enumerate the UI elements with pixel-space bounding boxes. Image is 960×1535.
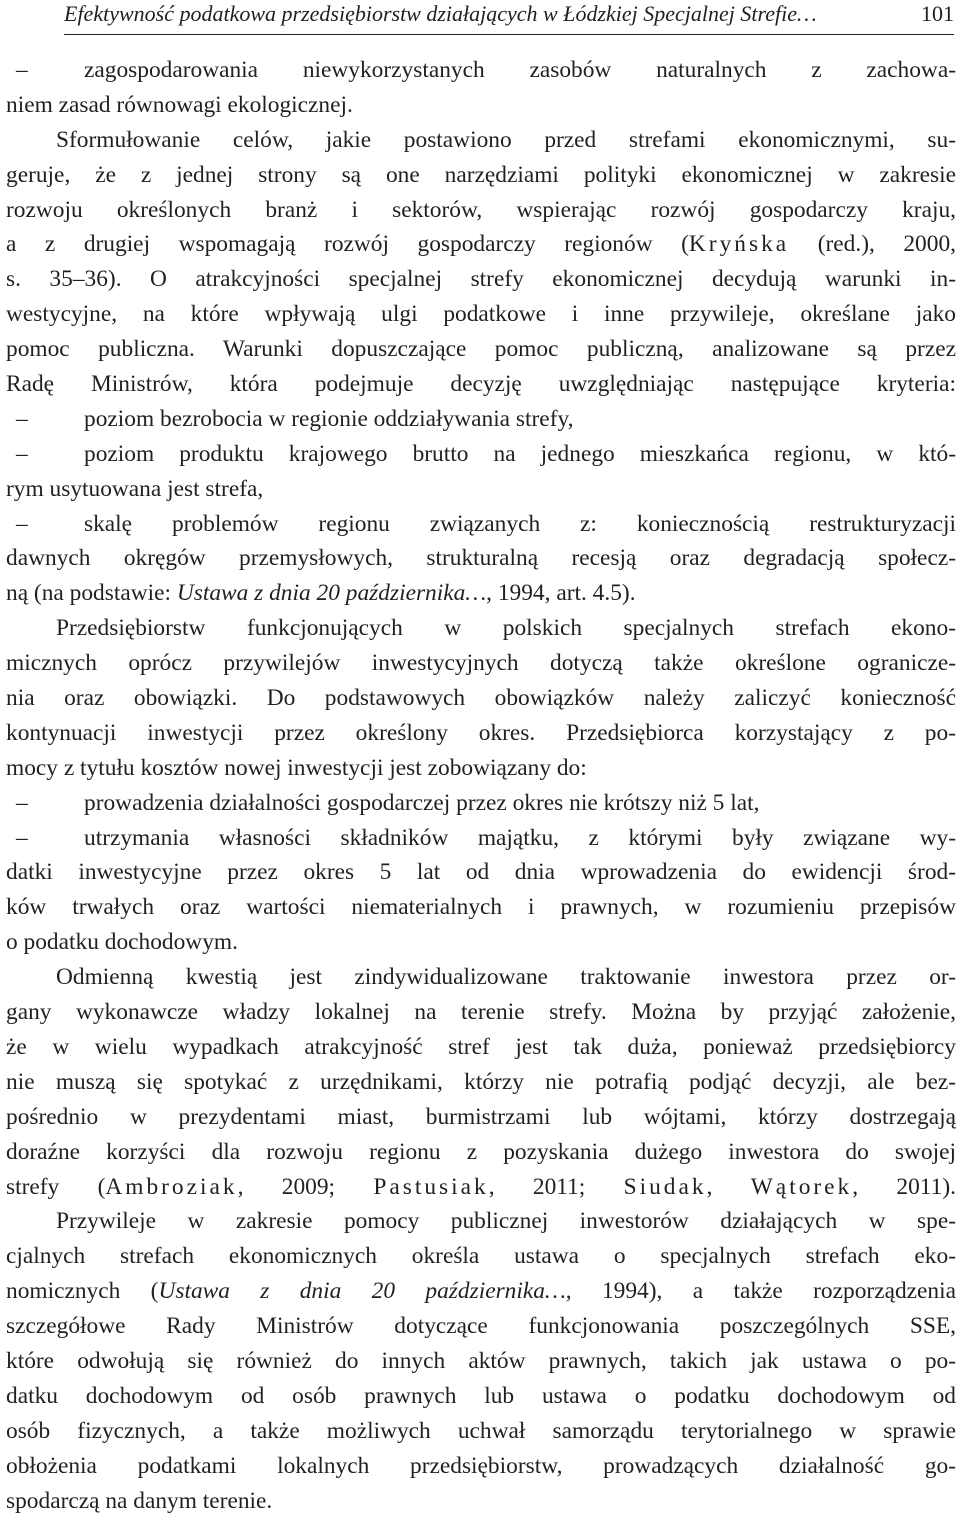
text-run: , 2011). [852,1173,956,1200]
text-run: , 2011; [488,1173,624,1200]
text-line: datki inwestycyjne przez okres 5 lat od dnia wprowadzenia do ewidencji środ- [6,859,956,886]
text-line: Przedsiębiorstw funkcjonujących w polskich specjalnych strefach ekono- [56,615,956,642]
text-line: pośrednio w prezydentami miast, burmistrzami lub wójtami, którzy dostrzegają [6,1103,956,1130]
text-line: osób fizycznych, a także możliwych uchwał samorządu terytorialnego w sprawie [6,1417,956,1444]
text-line: Odmienną kwestią jest zindywidualizowane traktowanie inwestora przez or- [56,964,956,991]
text-line: mocy z tytułu kosztów nowej inwestycji jest zobowiązany do: [6,754,587,781]
text-line: Sformułowanie celów, jakie postawiono przed strefami ekonomicznymi, su- [56,126,956,153]
page-number: 101 [921,1,954,26]
text-line: rozwoju określonych branż i sektorów, wspierając rozwój gospodarczy kraju, [6,196,956,223]
text-run: ną (na podstawie: [6,580,177,607]
text-line: o podatku dochodowym. [6,929,238,956]
legal-act-citation: Ustawa z dnia 20 października… [176,580,487,607]
text-line: westycyjne, na które wpływają ulgi podatkowe i inne przywileje, określane jako [6,301,956,328]
text-line: nia oraz obowiązki. Do podstawowych obowiązków należy zaliczyć konieczność [6,685,956,712]
text-line: szczegółowe Rady Ministrów dotyczące funkcjonowania poszczególnych SSE, [6,1313,956,1340]
running-header-title: Efektywność podatkowa przedsiębiorstw działających w Łódzkiej Specjalnej Strefie… [64,1,817,26]
author-name: Wątorek [750,1173,853,1200]
running-header [64,0,954,35]
text-line: doraźne korzyści dla rozwoju regionu z pozyskania dużego inwestora do swojej [6,1138,956,1165]
text-line: – zagospodarowania niewykorzystanych zasobów naturalnych z zachowa- [6,53,956,88]
text-line: ków trwałych oraz wartości niematerialnych i prawnych, w rozumieniu przepisów [6,894,956,921]
text-line: pomoc publiczna. Warunki dopuszczające pomoc publiczną, analizowane są przez [6,336,956,363]
text-line: Przywileje w zakresie pomocy publicznej inwestorów działających w spe- [56,1208,956,1235]
text-run: , 2009; [237,1173,374,1200]
text-line: dawnych okręgów przemysłowych, strukturalną recesją oraz degradacją społecz- [6,545,956,572]
text-line: – poziom produktu krajowego brutto na jednego mieszkańca regionu, w któ- [6,437,956,472]
text-line: Radę Ministrów, która podejmuje decyzję uwzględniając następujące kryteria: [6,371,956,398]
text-line [6,1170,956,1205]
text-line: które odwołują się również do innych aktów prawnych, takich jak ustawa o po- [6,1347,956,1374]
text-run: a z drugiej wspomagają rozwój gospodarczy regionów ( [6,231,689,258]
author-name: Pastusiak [373,1173,489,1200]
text-line: niem zasad równowagi ekologicznej. [6,91,353,118]
author-name: Kryńska [688,231,790,258]
text-line [6,576,956,611]
text-line: – poziom bezrobocia w regionie oddziaływania strefy, [6,402,956,437]
text-line: że w wielu wypadkach atrakcyjność stref jest tak duża, ponieważ przedsiębiorcy [6,1033,956,1060]
text-run: , [706,1173,751,1200]
text-run: strefy ( [6,1173,106,1200]
text-run: , 1994), a także rozporządzenia [565,1278,956,1305]
text-run: (red.), 2000, [789,231,956,258]
text-line: geruje, że z jednej strony są one narzędziami polityki ekonomicznej w zakresie [6,161,956,188]
text-line: – skalę problemów regionu związanych z: koniecznością restrukturyzacji [6,507,956,542]
text-line: rym usytuowana jest strefa, [6,475,264,502]
text-line: obłożenia podatkami lokalnych przedsiębiorstw, prowadzących działalność go- [6,1452,956,1479]
text-run: nomicznych ( [6,1278,159,1305]
text-line: nie muszą się spotykać z urzędnikami, którzy nie potrafią podjąć decyzji, ale bez- [6,1068,956,1095]
text-line: datku dochodowym od osób prawnych lub ustawa o podatku dochodowym od [6,1382,956,1409]
author-name: Ambroziak [105,1173,238,1200]
body-text [6,53,956,1518]
author-name: Siudak [623,1173,707,1200]
text-run: , 1994, art. 4.5). [486,580,636,607]
text-line: cjalnych strefach ekonomicznych określa ustawa o specjalnych strefach eko- [6,1243,956,1270]
text-line [6,227,956,262]
text-line [6,1274,956,1309]
text-line: gany wykonawcze władzy lokalnej na terenie strefy. Można by przyjąć założenie, [6,999,956,1026]
text-line: kontynuacji inwestycji przez określony okres. Przedsiębiorca korzystający z po- [6,719,956,746]
legal-act-citation: Ustawa z dnia 20 października… [158,1278,566,1305]
text-line: spodarczą na danym terenie. [6,1487,273,1514]
text-line: s. 35–36). O atrakcyjności specjalnej strefy ekonomicznej decydują warunki in- [6,266,956,293]
text-line: – utrzymania własności składników majątku, z którymi były związane wy- [6,821,956,856]
text-line: – prowadzenia działalności gospodarczej przez okres nie krótszy niż 5 lat, [6,786,956,821]
text-line: micznych oprócz przywilejów inwestycyjnych dotyczą także określone ogranicze- [6,650,956,677]
